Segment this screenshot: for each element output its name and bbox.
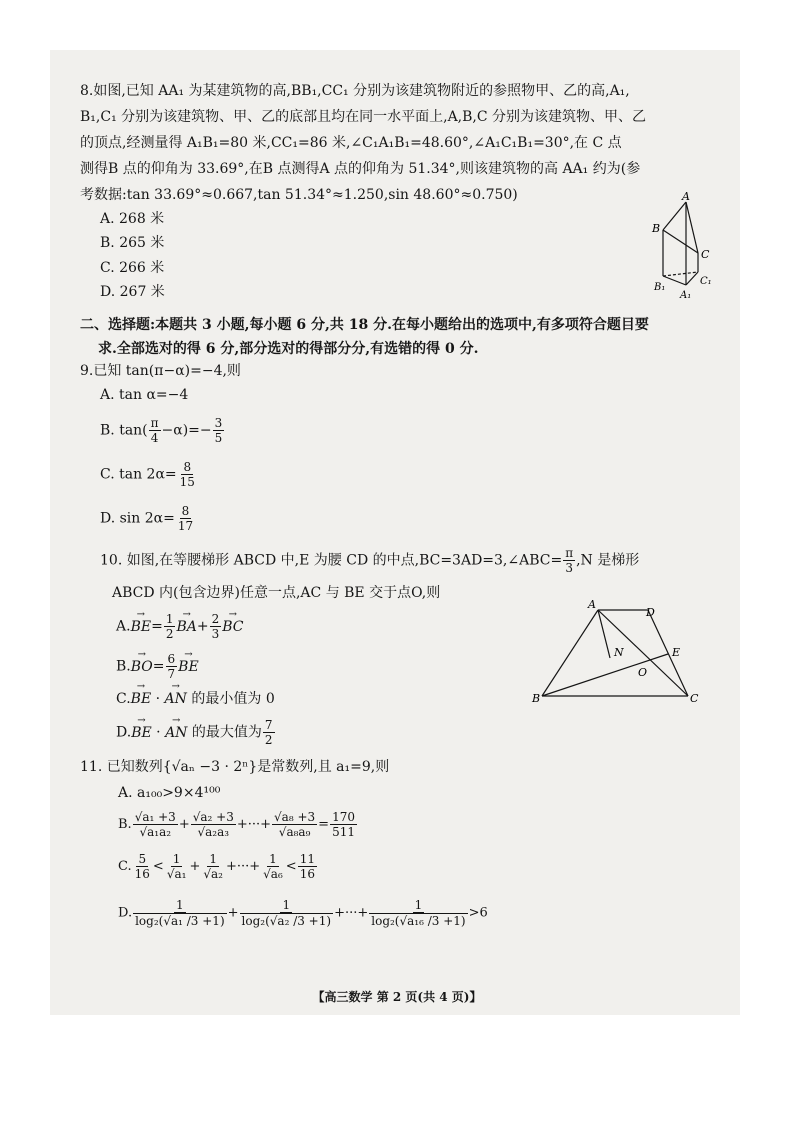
- q10-option-d: [116, 718, 276, 747]
- label-c: C: [701, 248, 710, 261]
- denominator: √a₂: [203, 867, 223, 881]
- vector-an: → AN: [165, 686, 187, 712]
- q11-option-c: [118, 852, 318, 881]
- denominator: 3: [565, 561, 573, 575]
- segment-an: [598, 610, 610, 658]
- vector-be: → BE: [131, 720, 152, 746]
- numerator: 8: [183, 460, 192, 474]
- q9-d-pre: D. sin 2α=: [100, 510, 175, 527]
- denominator: log₂(√a₂ /3 +1): [241, 914, 332, 928]
- numerator: π: [150, 416, 159, 430]
- denominator: √a₁a₂: [139, 825, 172, 839]
- q9-d-frac: [176, 504, 195, 533]
- label-e: E: [672, 646, 681, 659]
- q11-stem: 11. 已知数列{√aₙ −3 · 2ⁿ}是常数列,且 a₁=9,则: [80, 759, 390, 775]
- edge-b1-a1: [663, 276, 686, 285]
- plus-ellipsis: +···+: [334, 905, 369, 921]
- dot-operator: ·: [151, 724, 166, 741]
- option-letter: B.: [118, 817, 132, 832]
- vector-be: → BE: [131, 614, 152, 640]
- lower-bound: [133, 852, 152, 881]
- q11-option-d: [118, 898, 488, 928]
- numerator: π: [565, 546, 574, 560]
- option-letter: C.: [118, 859, 132, 874]
- equals: =: [318, 817, 330, 832]
- plus: +: [178, 817, 190, 832]
- q11-option-a: A. a₁₀₀>9×4¹⁰⁰: [118, 785, 221, 801]
- section2-line1: 二、选择题:本题共 3 小题,每小题 6 分,共 18 分.在每小题给出的选项中,有多项符合题目要: [80, 317, 649, 333]
- vector-be: → BE: [131, 686, 152, 712]
- equals: =: [151, 618, 163, 635]
- vector-an: → AN: [165, 720, 187, 746]
- term-2: [191, 810, 236, 839]
- term-3: [369, 898, 467, 928]
- q9-c-pre: C. tan 2α=: [100, 466, 177, 483]
- q9-b-frac-pi4: [149, 416, 161, 445]
- q8-line4: 测得B 点的仰角为 33.69°,在B 点测得A 点的仰角为 51.34°,则该建筑物的高 AA₁ 约为(参: [80, 161, 641, 177]
- denominator: √a₈a₉: [278, 825, 311, 839]
- denominator: 7: [167, 667, 176, 681]
- denominator: 2: [165, 627, 174, 641]
- frac-1-2: [164, 612, 176, 641]
- q9-option-d: [100, 504, 196, 533]
- q9-c-frac: [178, 460, 197, 489]
- plus: +: [189, 859, 201, 874]
- numerator: 1: [282, 898, 291, 912]
- plus-ellipsis: +···+: [225, 859, 261, 874]
- label-o: O: [638, 666, 648, 679]
- segment-be: [542, 654, 668, 696]
- numerator: 8: [181, 504, 190, 518]
- vector-bc: → BC: [222, 614, 243, 640]
- equals: =: [152, 658, 165, 675]
- edge-a-b: [663, 202, 686, 230]
- label-c: C: [690, 692, 699, 705]
- option-letter: D.: [116, 724, 132, 741]
- label-a1: A₁: [680, 290, 692, 300]
- denominator: √a₆: [263, 867, 283, 881]
- q8-option-b: B. 265 米: [100, 235, 165, 251]
- denominator: 5: [214, 431, 223, 445]
- denominator: log₂(√a₁₆ /3 +1): [371, 914, 466, 928]
- denominator: 15: [179, 475, 195, 489]
- numerator: 7: [264, 718, 273, 732]
- q10-stem-pre: 10. 如图,在等腰梯形 ABCD 中,E 为腰 CD 的中点,BC=3AD=3,∠ABC=: [100, 552, 563, 569]
- label-d: D: [646, 606, 655, 619]
- numerator: 5: [138, 852, 147, 866]
- q10-stem-post: ,N 是梯形: [576, 552, 640, 569]
- q8-line1: 8.如图,已知 AA₁ 为某建筑物的高,BB₁,CC₁ 分别为该建筑物附近的参照物甲、乙的高,A₁,: [80, 83, 630, 99]
- q9-b-mid: −α)=−: [161, 422, 212, 439]
- frac-2-3: [210, 612, 222, 641]
- denominator: 4: [150, 431, 159, 445]
- q9-b-frac-35: [213, 416, 225, 445]
- page-footer: 【高三数学 第 2 页(共 4 页)】: [312, 990, 482, 1004]
- label-a: A: [682, 190, 690, 203]
- numerator: √a₂ +3: [192, 810, 234, 824]
- option-tail: >6: [468, 905, 488, 921]
- edge-b1-c1: [663, 272, 698, 276]
- numerator: 170: [332, 810, 355, 824]
- q10-frac-pi3: [563, 546, 575, 575]
- option-text: 的最大值为: [187, 724, 262, 741]
- label-a: A: [588, 598, 596, 611]
- label-n: N: [614, 646, 624, 659]
- option-text: 的最小值为 0: [186, 691, 275, 707]
- term-2: [240, 898, 334, 928]
- section2-line2: 求.全部选对的得 6 分,部分选对的得部分分,有选错的得 0 分.: [98, 341, 479, 357]
- frac-7-2: [263, 718, 275, 747]
- less-than: <: [152, 859, 164, 874]
- plus: +: [196, 618, 209, 635]
- q10-option-a: [116, 612, 244, 641]
- q11-option-b: [118, 810, 358, 839]
- numerator: 1: [269, 852, 277, 866]
- denominator: √a₂a₃: [197, 825, 230, 839]
- label-c1: C₁: [700, 276, 712, 287]
- numerator: 1: [209, 852, 217, 866]
- q9-option-a: A. tan α=−4: [100, 387, 189, 403]
- denominator: √a₁: [166, 867, 187, 881]
- vector-ba: → BA: [176, 614, 196, 640]
- edge-b-c: [663, 230, 698, 253]
- numerator: 3: [214, 416, 223, 430]
- edge-ab: [542, 610, 598, 696]
- q9-b-pre: B. tan(: [100, 422, 148, 439]
- numerator: 1: [414, 898, 423, 912]
- numerator: √a₈ +3: [274, 810, 316, 824]
- label-b: B: [532, 692, 541, 705]
- option-letter: D.: [118, 905, 133, 921]
- term-1: [133, 898, 227, 928]
- numerator: 1: [176, 898, 184, 912]
- edge-a1-c1: [686, 272, 698, 285]
- label-b1: B₁: [654, 282, 666, 293]
- denominator: 16: [299, 867, 315, 881]
- numerator: √a₁ +3: [134, 810, 176, 824]
- denominator: log₂(√a₁ /3 +1): [135, 914, 225, 928]
- denominator: 16: [134, 867, 150, 881]
- term-3: [272, 810, 317, 839]
- plus: +: [227, 905, 239, 921]
- denominator: 17: [177, 519, 194, 533]
- term-3: [261, 852, 285, 881]
- denominator: 3: [211, 627, 220, 641]
- vector-be: → BE: [178, 654, 199, 680]
- q9-stem: 9.已知 tan(π−α)=−4,则: [80, 363, 241, 379]
- term-1: [165, 852, 189, 881]
- q9-option-c: [100, 460, 198, 489]
- option-letter: A.: [116, 618, 131, 635]
- less-than: <: [285, 859, 297, 874]
- vector-bo: → BO: [131, 654, 153, 680]
- q8-line2: B₁,C₁ 分别为该建筑物、甲、乙的底部且均在同一水平面上,A,B,C 分别为该建筑物、甲、乙: [80, 109, 647, 125]
- plus-ellipsis: +···+: [236, 817, 272, 832]
- q9-option-b: [100, 416, 225, 445]
- q10-trapezoid-figure: [530, 598, 710, 708]
- q10-stem: [100, 546, 639, 575]
- numerator: 1: [165, 612, 174, 626]
- numerator: 11: [299, 852, 315, 866]
- term-2: [201, 852, 225, 881]
- result: [330, 810, 357, 839]
- term-1: [133, 810, 178, 839]
- q8-line3: 的顶点,经测量得 A₁B₁=80 米,CC₁=86 米,∠C₁A₁B₁=48.60°,∠A₁C₁B₁=30°,在 C 点: [80, 135, 622, 151]
- upper-bound: [298, 852, 317, 881]
- q8-option-a: A. 268 米: [100, 211, 165, 227]
- numerator: 1: [172, 852, 181, 866]
- denominator: 2: [264, 733, 273, 747]
- q8-option-d: D. 267 米: [100, 284, 165, 300]
- numerator: 2: [211, 612, 220, 626]
- q8-option-c: C. 266 米: [100, 260, 165, 276]
- option-letter: C.: [116, 691, 131, 707]
- denominator: 511: [332, 825, 355, 839]
- option-letter: B.: [116, 658, 131, 675]
- numerator: 6: [167, 652, 176, 666]
- edge-a-c: [686, 202, 698, 253]
- dot-operator: ·: [151, 691, 165, 707]
- label-b: B: [652, 222, 661, 235]
- q8-line5: 考数据:tan 33.69°≈0.667,tan 51.34°≈1.250,sin 48.60°≈0.750): [80, 187, 518, 203]
- q8-building-figure: [640, 190, 720, 300]
- q10-line2: ABCD 内(包含边界)任意一点,AC 与 BE 交于点O,则: [112, 585, 441, 601]
- edge-dc: [648, 610, 688, 696]
